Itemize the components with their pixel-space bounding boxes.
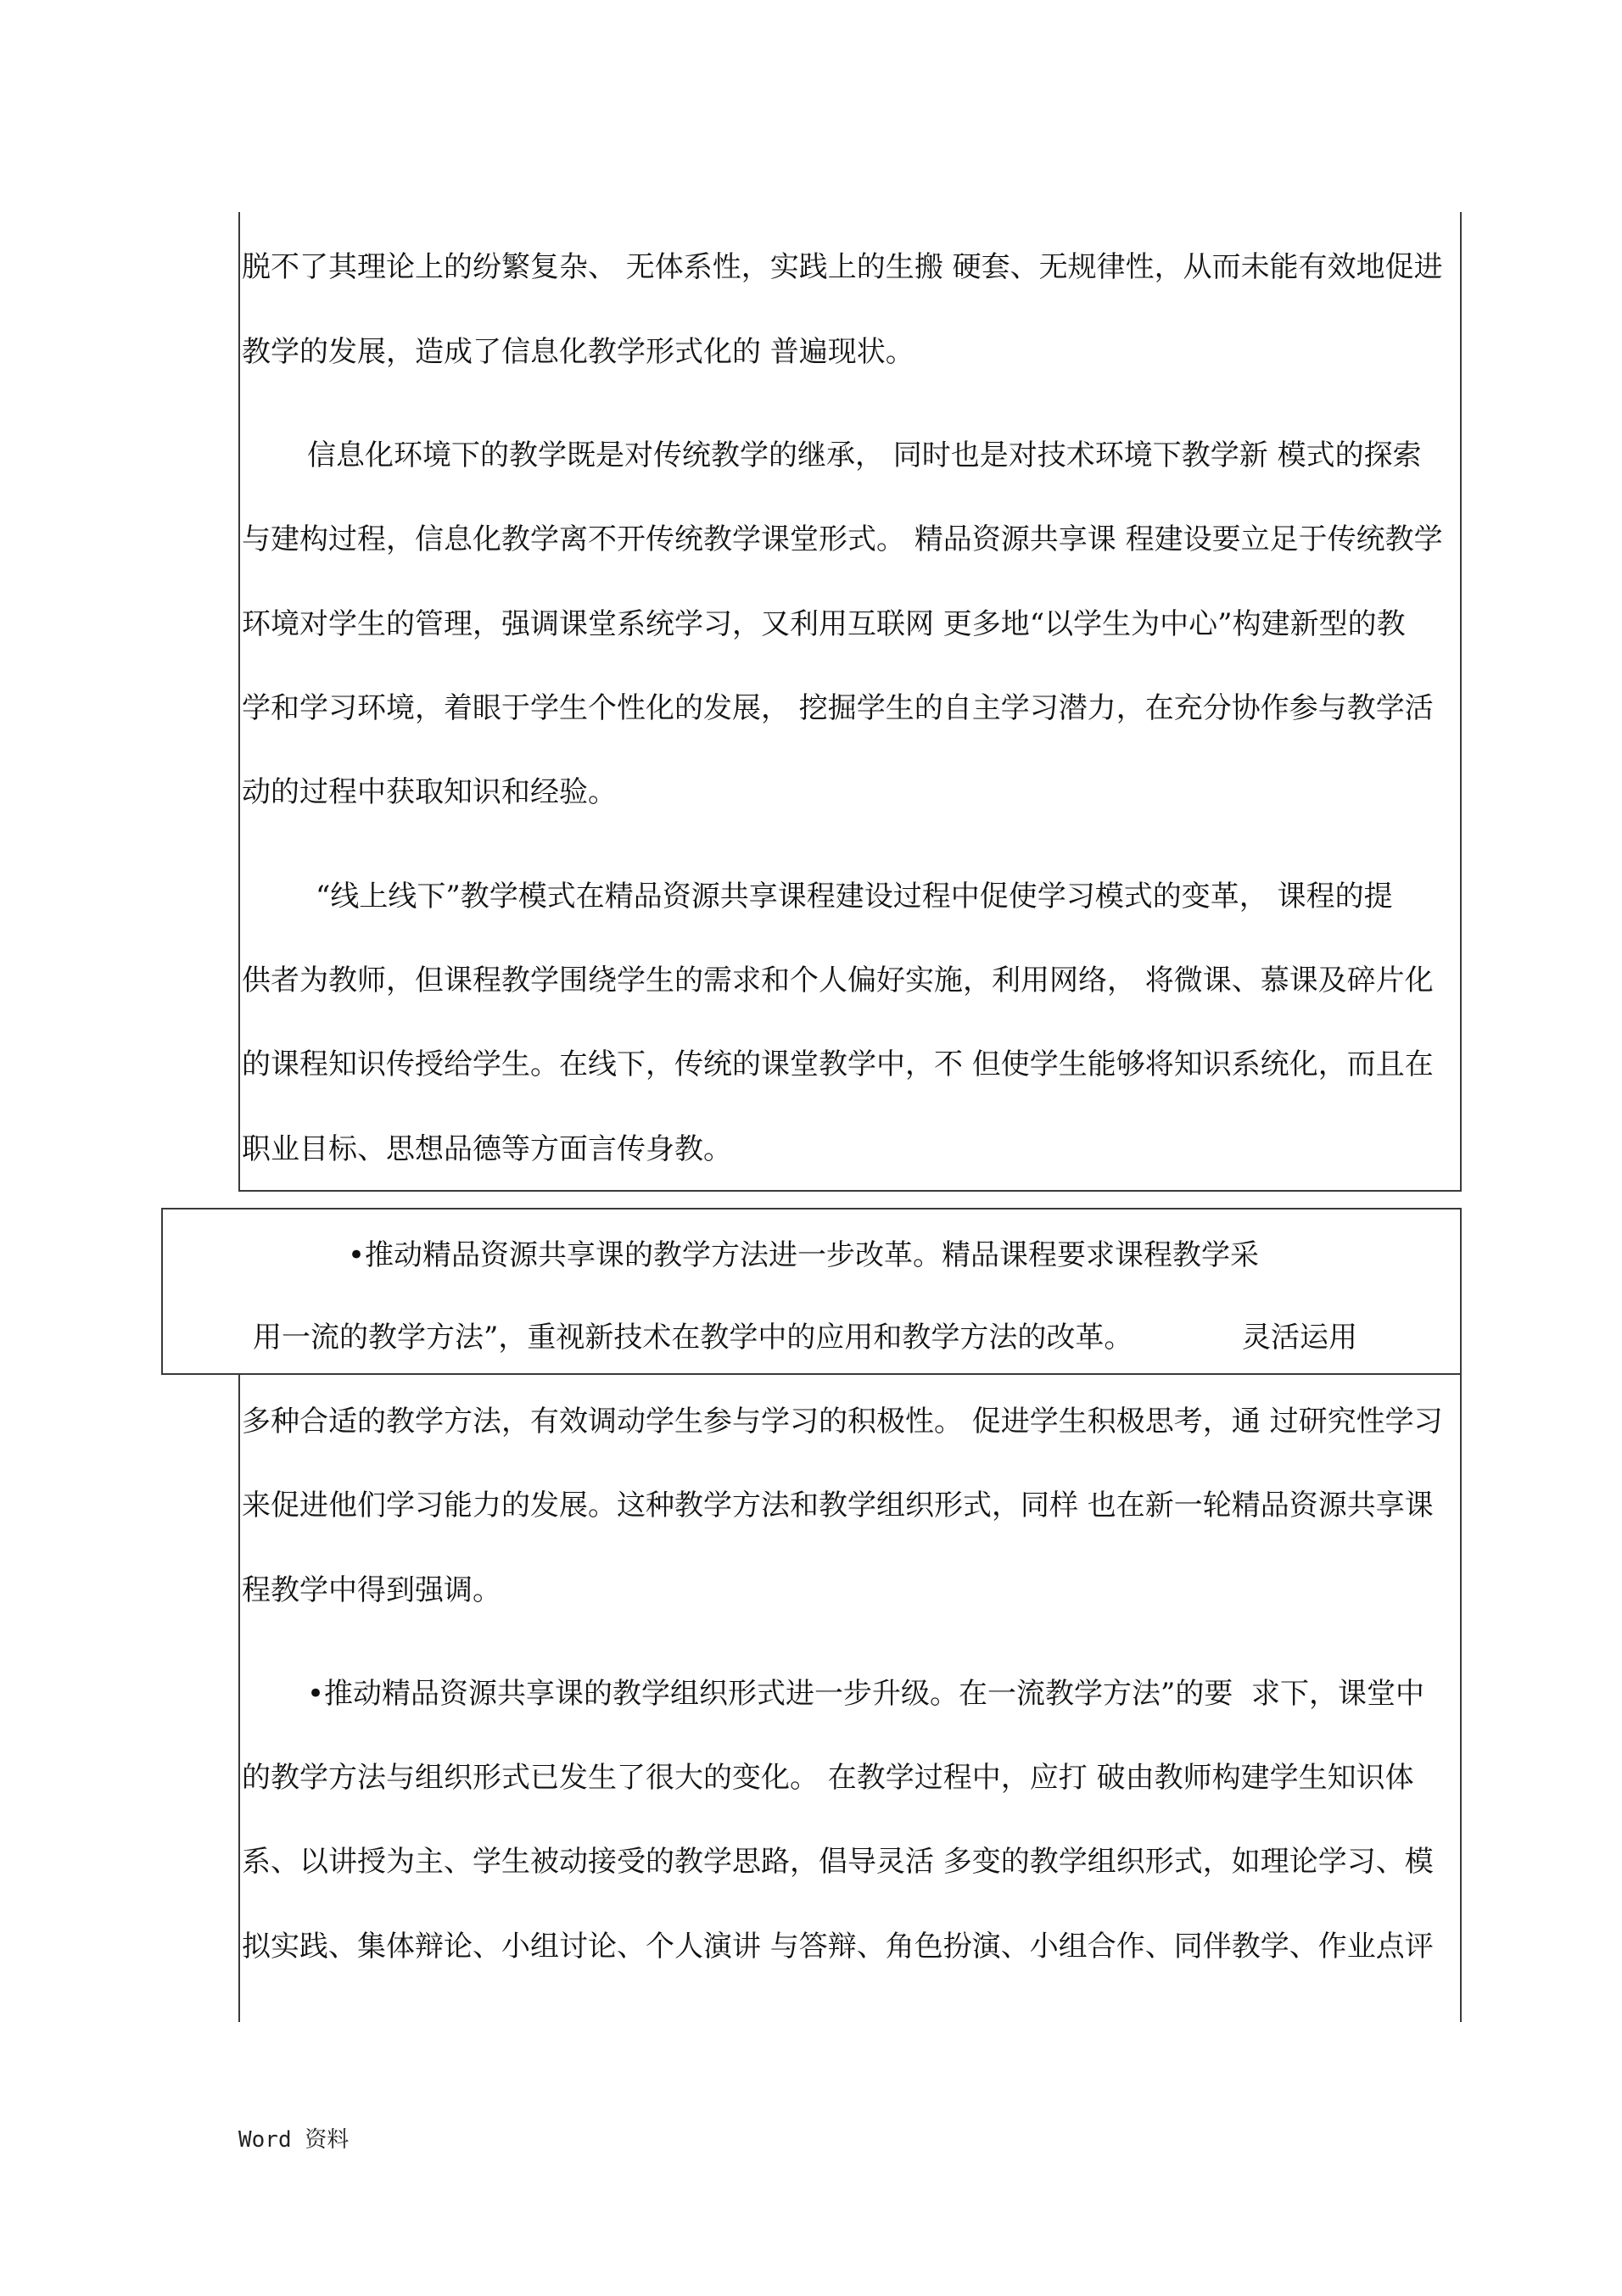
paragraph-line: “线上线下”教学模式在精品资源共享课程建设过程中促使学习模式的变革， 课程的提 xyxy=(316,880,1393,913)
paragraph-line: 信息化环境下的教学既是对传统教学的继承， 同时也是对技术环境下教学新 模式的探索 xyxy=(307,439,1422,472)
paragraph-line: 脱不了其理论上的纷繁复杂、 无体系性，实践上的生搬 硬套、无规律性，从而未能有效地促进 xyxy=(242,250,1443,284)
paragraph-line: 多种合适的教学方法，有效调动学生参与学习的积极性。 促进学生积极思考，通 过研究性学习 xyxy=(242,1405,1443,1438)
paragraph-line: 职业目标、思想品德等方面言传身教。 xyxy=(242,1132,732,1166)
paragraph-line: 程教学中得到强调。 xyxy=(242,1573,501,1607)
page-footer: Word 资料 xyxy=(238,2127,350,2153)
paragraph-line: 与建构过程，信息化教学离不开传统教学课堂形式。 精品资源共享课 程建设要立足于传统教学 xyxy=(242,522,1443,556)
paragraph-line: 的课程知识传授给学生。在线下，传统的课堂教学中，不 但使学生能够将知识系统化，而且在 xyxy=(242,1047,1434,1081)
paragraph-line: 动的过程中获取知识和经验。 xyxy=(242,775,617,809)
paragraph-line: 供者为教师，但课程教学围绕学生的需求和个人偏好实施，利用网络， 将微课、慕课及碎片化 xyxy=(242,964,1434,997)
paragraph-line: 学和学习环境，着眼于学生个性化的发展， 挖掘学生的自主学习潜力，在充分协作参与教学活 xyxy=(242,691,1434,725)
paragraph-line: 灵活运用 xyxy=(1242,1321,1357,1355)
paragraph-line: 的教学方法与组织形式已发生了很大的变化。 在教学过程中，应打 破由教师构建学生知识体 xyxy=(242,1761,1414,1795)
paragraph-line: 教学的发展，造成了信息化教学形式化的 普遍现状。 xyxy=(242,335,914,369)
paragraph-line: •推动精品资源共享课的教学组织形式进一步升级。在一流教学方法”的要 求下，课堂中 xyxy=(307,1677,1425,1711)
paragraph-line: •推动精品资源共享课的教学方法进一步改革。精品课程要求课程教学采 xyxy=(348,1238,1260,1272)
paragraph-line: 用一流的教学方法”，重视新技术在教学中的应用和教学方法的改革。 xyxy=(253,1321,1133,1355)
paragraph-line: 拟实践、集体辩论、小组讨论、个人演讲 与答辩、角色扮演、小组合作、同伴教学、作业点评 xyxy=(242,1930,1434,1964)
paragraph-line: 环境对学生的管理，强调课堂系统学习，又利用互联网 更多地“以学生为中心”构建新型的教 xyxy=(242,607,1406,641)
paragraph-line: 来促进他们学习能力的发展。这种教学方法和教学组织形式，同样 也在新一轮精品资源共享课 xyxy=(242,1489,1434,1522)
paragraph-line: 系、以讲授为主、学生被动接受的教学思路，倡导灵活 多变的教学组织形式，如理论学习、模 xyxy=(242,1845,1434,1879)
